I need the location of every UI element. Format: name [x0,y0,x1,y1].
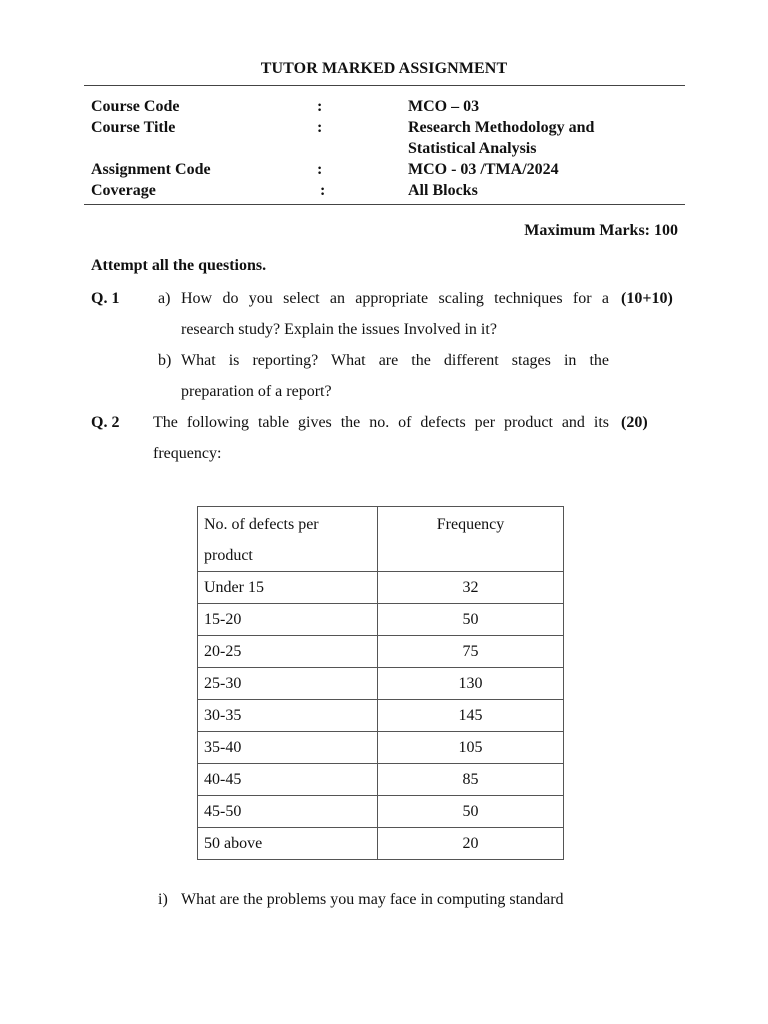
header-defects-line1: No. of defects per [204,516,319,533]
defects-cell: 40-45 [198,764,378,796]
meta-value: MCO - 03 /TMA/2024 [408,161,559,178]
meta-label: Assignment Code [91,161,211,178]
table-row [198,636,564,668]
q1-marks: (10+10) [621,290,673,307]
frequency-cell: 75 [378,636,564,668]
meta-label: Coverage [91,182,156,199]
defects-cell: 45-50 [198,796,378,828]
q2-marks: (20) [621,414,648,431]
header-defects-line2: product [204,547,253,564]
frequency-cell: 130 [378,668,564,700]
document-title: TUTOR MARKED ASSIGNMENT [260,60,508,77]
meta-colon: : [317,119,323,136]
meta-label: Course Title [91,119,176,136]
meta-colon: : [317,161,323,178]
defects-cell: 30-35 [198,700,378,732]
q2-sub-i-text: What are the problems you may face in computing standard [181,891,564,908]
instruction: Attempt all the questions. [91,257,267,274]
header-frequency: Frequency [378,507,564,572]
frequency-cell: 50 [378,796,564,828]
bottom-rule [84,204,685,205]
q1-part-a-label: a) [158,290,171,307]
meta-label: Course Code [91,98,180,115]
question-number-2: Q. 2 [91,414,120,431]
q2-sub-i-label: i) [158,891,168,908]
q1-part-b-line2: preparation of a report? [181,383,332,400]
defects-cell: 50 above [198,828,378,860]
frequency-cell: 145 [378,700,564,732]
q1-part-b-label: b) [158,352,172,369]
meta-value: All Blocks [408,182,478,199]
meta-value: Research Methodology and [408,119,595,136]
meta-colon: : [317,98,323,115]
table-row [198,668,564,700]
table-row [198,572,564,604]
q1-part-a-line2: research study? Explain the issues Involved in it? [181,321,497,338]
defects-cell: 35-40 [198,732,378,764]
meta-colon: : [320,182,326,199]
frequency-cell: 20 [378,828,564,860]
question-number-1: Q. 1 [91,290,120,307]
meta-value: MCO – 03 [408,98,480,115]
table-row [198,604,564,636]
frequency-cell: 105 [378,732,564,764]
table-row [198,700,564,732]
table-row [198,828,564,860]
top-rule [84,85,685,86]
meta-value: Statistical Analysis [408,140,537,157]
header-defects [198,507,378,572]
table-row [198,764,564,796]
defects-cell: 15-20 [198,604,378,636]
frequency-cell: 85 [378,764,564,796]
frequency-cell: 50 [378,604,564,636]
defects-cell: 20-25 [198,636,378,668]
table-header-row [198,507,564,572]
defects-cell: Under 15 [198,572,378,604]
q1-part-b-line1: What is reporting? What are the different stages in the [181,352,609,369]
q2-line2: frequency: [153,445,222,462]
q2-line1: The following table gives the no. of defects per product and its [153,414,609,431]
maximum-marks: Maximum Marks: 100 [524,222,678,239]
defects-frequency-table [197,506,564,860]
defects-cell: 25-30 [198,668,378,700]
table-row [198,732,564,764]
table-row [198,796,564,828]
frequency-cell: 32 [378,572,564,604]
q1-part-a-line1: How do you select an appropriate scaling techniques for a [181,290,609,307]
